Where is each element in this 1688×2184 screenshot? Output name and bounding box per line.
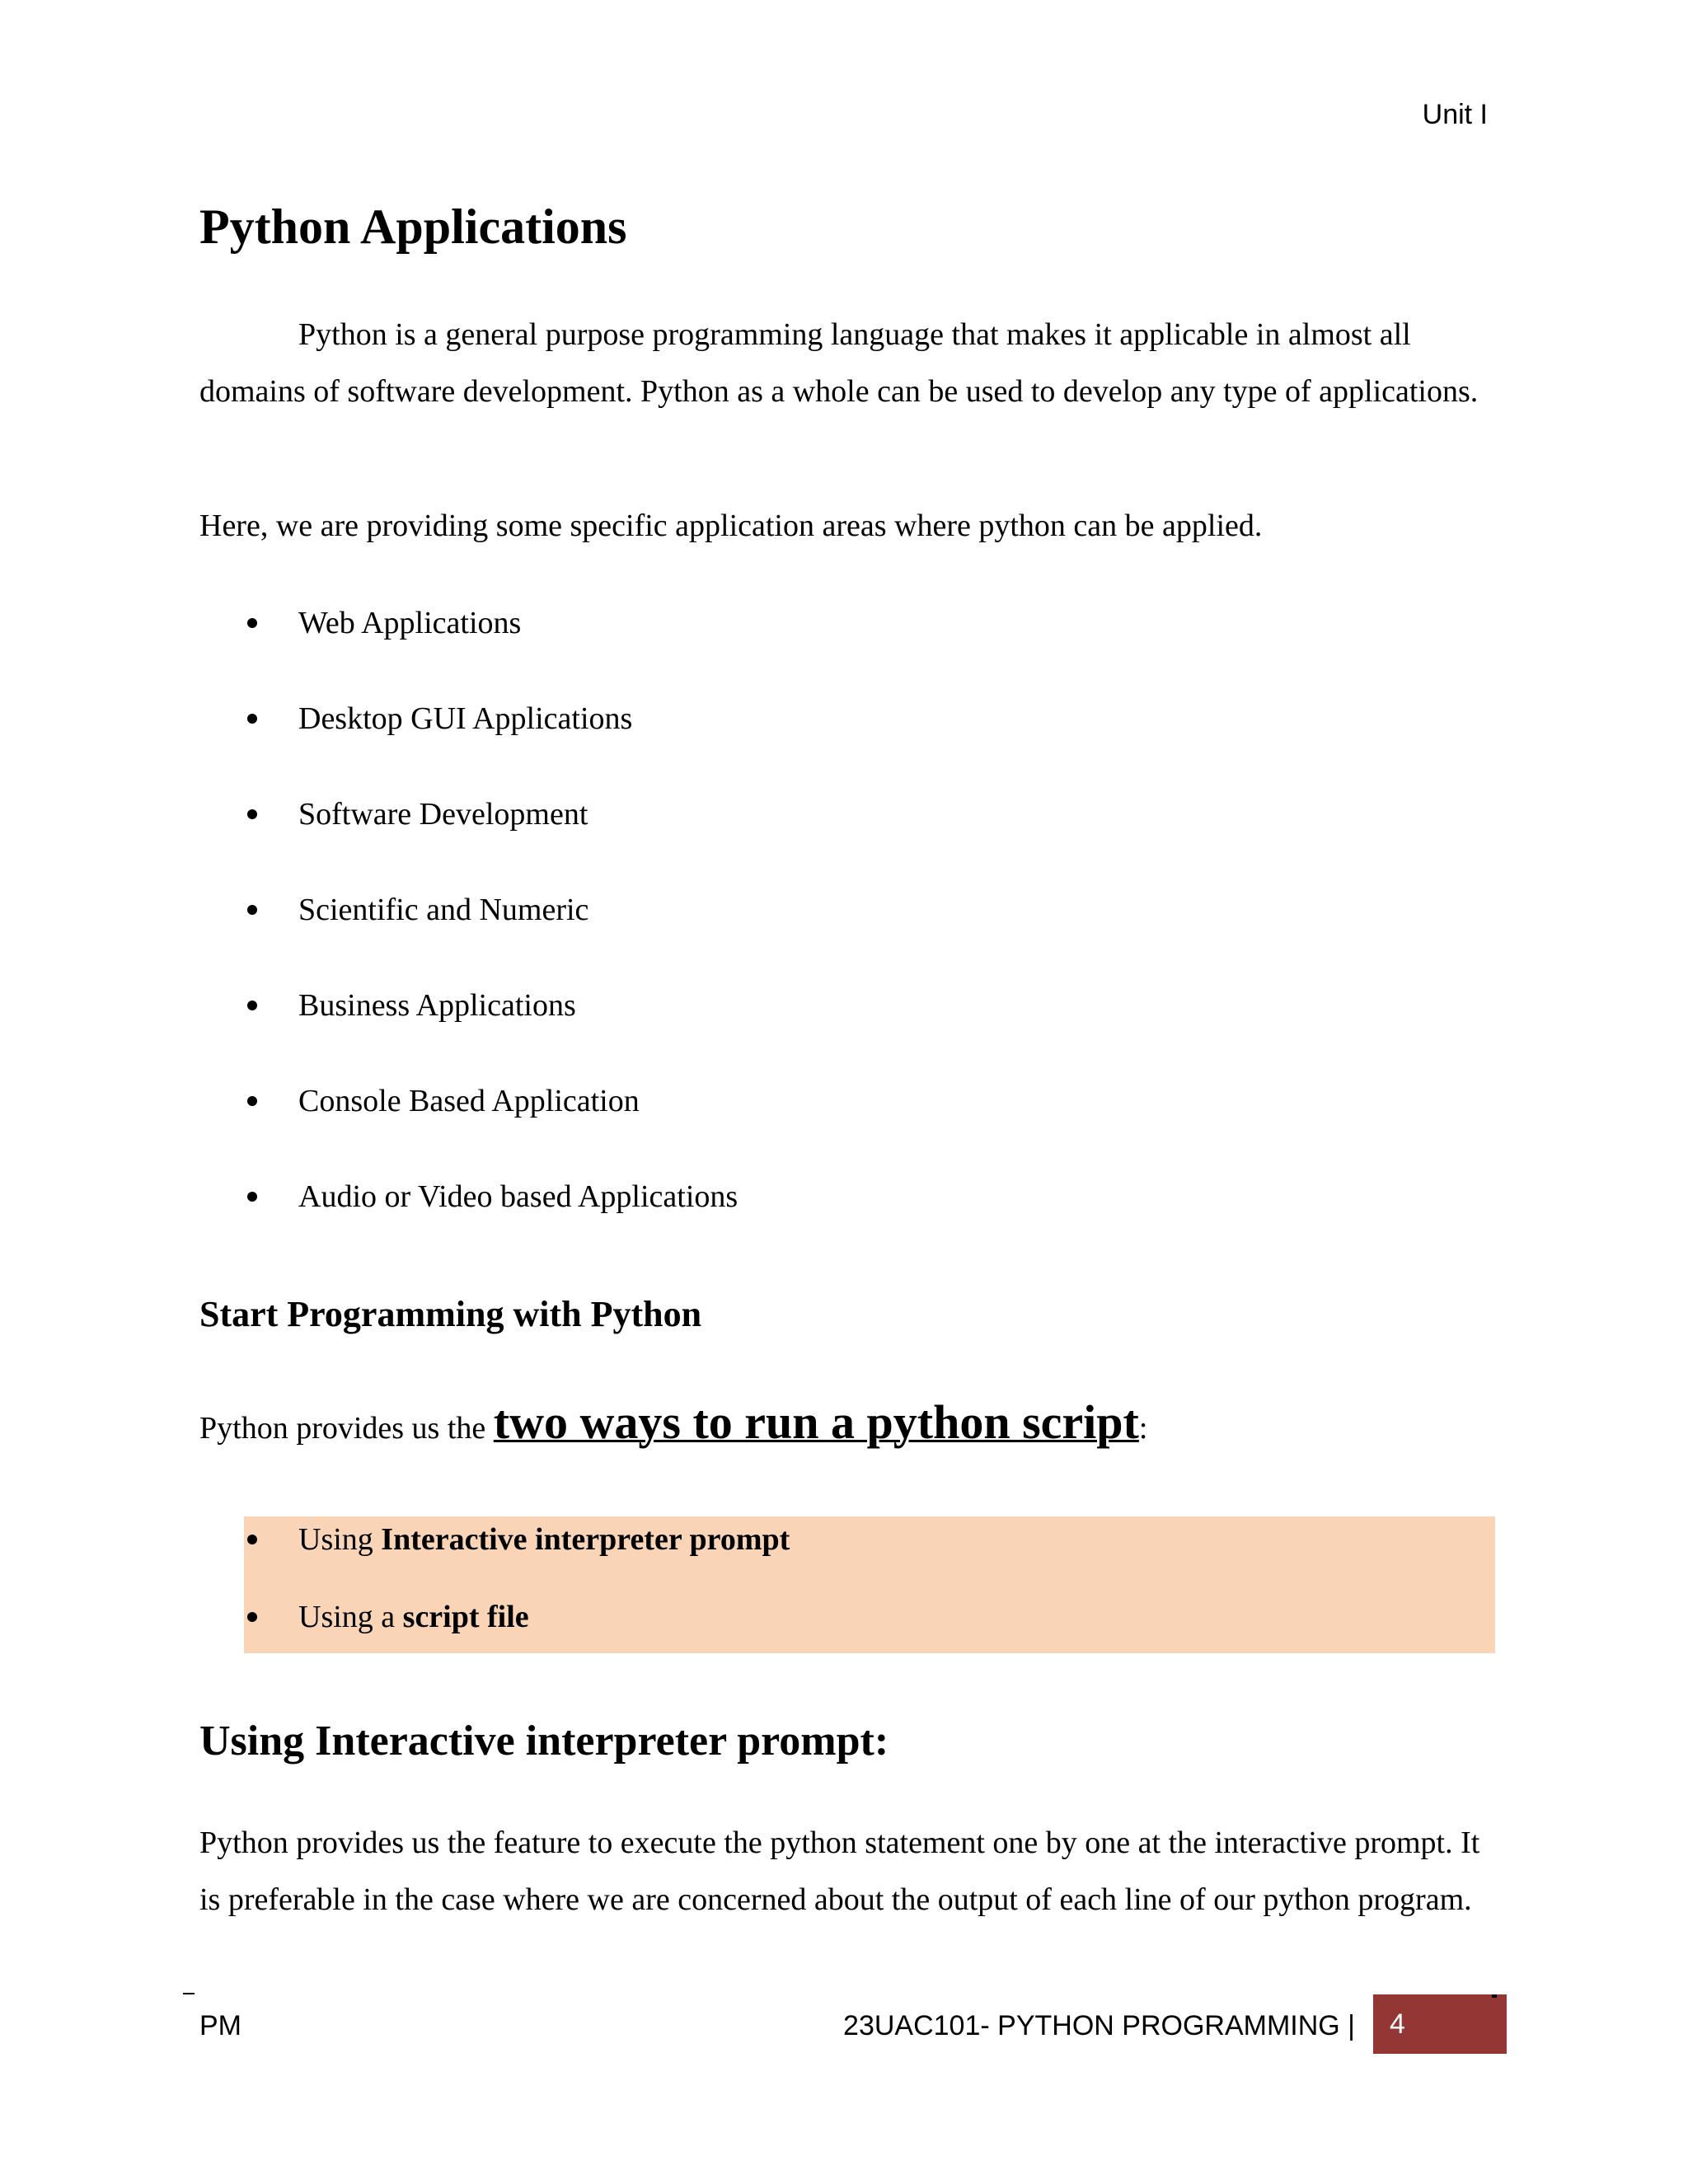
list-item-label: Business Applications [298, 988, 576, 1023]
list-item-label: Web Applications [298, 606, 522, 640]
list-item-label: Audio or Video based Applications [298, 1179, 738, 1214]
interactive-prompt-heading: Using Interactive interpreter prompt: [199, 1718, 889, 1765]
way-prefix: Using [298, 1522, 382, 1557]
way-prefix: Using a [298, 1600, 403, 1634]
way-bold: Interactive interpreter prompt [381, 1522, 790, 1557]
start-programming-heading: Start Programming with Python [199, 1294, 702, 1334]
areas-intro-paragraph: Here, we are providing some specific application areas where python can be applied. [199, 509, 1263, 543]
list-item [199, 1515, 790, 1592]
page-number-box [1373, 1994, 1507, 2054]
header-unit-label: Unit I [1422, 99, 1488, 130]
page-title: Python Applications [199, 199, 627, 254]
interactive-prompt-paragraph: Python provides us the feature to execute the python statement one by one at the interactive prompt. It is preferable in the case where we are concerned about the output of each line of our python program. [199, 1825, 1480, 1917]
intro-paragraph: Python is a general purpose programming language that makes it applicable in almost all domains of software development. Python as a whole can be used to develop any type of applications. [199, 317, 1479, 409]
list-item [199, 1071, 738, 1167]
list-item [199, 976, 738, 1071]
list-item [199, 593, 738, 689]
application-areas-list [199, 593, 738, 1263]
run-ways-prefix: Python provides us the [199, 1411, 494, 1446]
footer-course-title: 23UAC101- PYTHON PROGRAMMING | [843, 2010, 1355, 2041]
footer-author: PM [199, 2010, 241, 2041]
bullet-icon [247, 1192, 257, 1202]
run-ways-sentence [199, 1390, 1147, 1461]
list-item-label: Console Based Application [298, 1084, 640, 1118]
run-ways-link[interactable]: two ways to run a python script [493, 1395, 1139, 1449]
run-ways-suffix: : [1138, 1411, 1148, 1446]
footer-mark [183, 1993, 195, 1994]
list-item [199, 880, 738, 976]
list-item-label: Software Development [298, 797, 588, 832]
way-bold: script file [402, 1600, 529, 1634]
bullet-icon [247, 1001, 257, 1010]
bullet-icon [247, 714, 257, 724]
bullet-icon [247, 809, 257, 819]
bullet-icon [247, 1535, 257, 1544]
list-item-label: Desktop GUI Applications [298, 701, 633, 736]
page-box-tick [1492, 1994, 1497, 1998]
list-item-label: Scientific and Numeric [298, 893, 589, 927]
bullet-icon [247, 618, 257, 628]
list-item [199, 1592, 790, 1670]
bullet-icon [247, 1612, 257, 1622]
page-number: 4 [1390, 2008, 1405, 2040]
list-item [199, 785, 738, 880]
bullet-icon [247, 905, 257, 915]
list-item [199, 689, 738, 785]
bullet-icon [247, 1096, 257, 1106]
list-item [199, 1167, 738, 1263]
run-ways-list [199, 1515, 790, 1670]
